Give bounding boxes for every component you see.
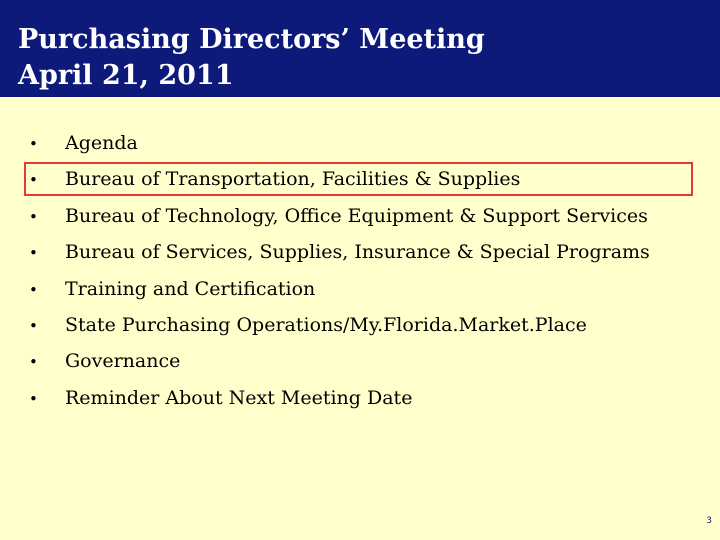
list-item — [0, 270, 720, 306]
bullet-icon: • — [29, 389, 38, 408]
slide-title-line2: April 21, 2011 — [18, 60, 234, 91]
list-item — [0, 306, 720, 342]
slide-title-line1: Purchasing Directors’ Meeting — [18, 24, 485, 55]
list-item-text: State Purchasing Operations/My.Florida.Market.Place — [65, 313, 587, 336]
list-item-text: Bureau of Technology, Office Equipment & Support Services — [65, 204, 648, 227]
current-item-highlight — [24, 162, 693, 196]
list-item-text: Training and Certification — [65, 277, 316, 300]
page-number: 3 — [706, 516, 712, 526]
list-item-text: Bureau of Transportation, Facilities & Supplies — [65, 168, 521, 191]
bullet-icon: • — [29, 316, 38, 335]
title-bar — [0, 0, 720, 97]
bullet-icon: • — [29, 280, 38, 299]
list-item — [0, 124, 720, 160]
list-item — [0, 379, 720, 415]
bullet-icon: • — [29, 244, 38, 263]
list-item — [0, 197, 720, 233]
list-item — [0, 233, 720, 269]
bullet-icon: • — [29, 353, 38, 372]
list-item-text: Reminder About Next Meeting Date — [65, 386, 413, 409]
list-item-text: Governance — [65, 350, 181, 373]
list-item — [0, 342, 720, 378]
bullet-icon: • — [29, 135, 38, 153]
bullet-icon: • — [29, 171, 38, 190]
list-item-text: Agenda — [65, 132, 138, 154]
bullet-icon: • — [29, 207, 38, 226]
list-item-text: Bureau of Services, Supplies, Insurance & Special Programs — [65, 241, 650, 264]
